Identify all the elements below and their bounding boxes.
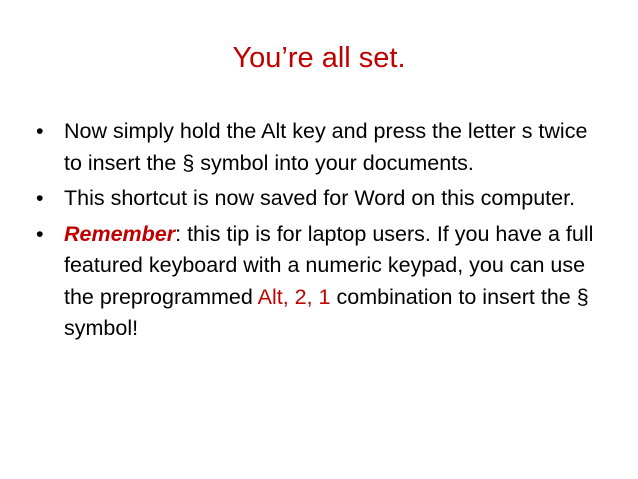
bullet-icon: •: [36, 119, 44, 143]
bullet-item-remember: [36, 219, 596, 345]
bullet-list: [36, 116, 596, 349]
slide-title: You’re all set.: [232, 42, 406, 74]
bullet-icon: •: [36, 186, 44, 210]
remember-label: Remember: [64, 221, 176, 246]
bullet-text: This shortcut is now saved for Word on this computer.: [64, 186, 576, 210]
key-combination-highlight: Alt, 2, 1: [257, 284, 331, 309]
bullet-text: : this tip is for laptop users. If you have a full featured keyboard with a numeric keypad, you can use the preprogrammed: [64, 221, 594, 309]
bullet-item-shortcut-saved: [36, 183, 596, 215]
bullet-item-alt-key: [36, 116, 596, 179]
bullet-text: Now simply hold the Alt key and press the letter s twice to insert the § symbol into your documents.: [64, 119, 588, 175]
bullet-icon: •: [36, 221, 44, 246]
bullet-text-end: combination to insert the § symbol!: [64, 284, 589, 340]
